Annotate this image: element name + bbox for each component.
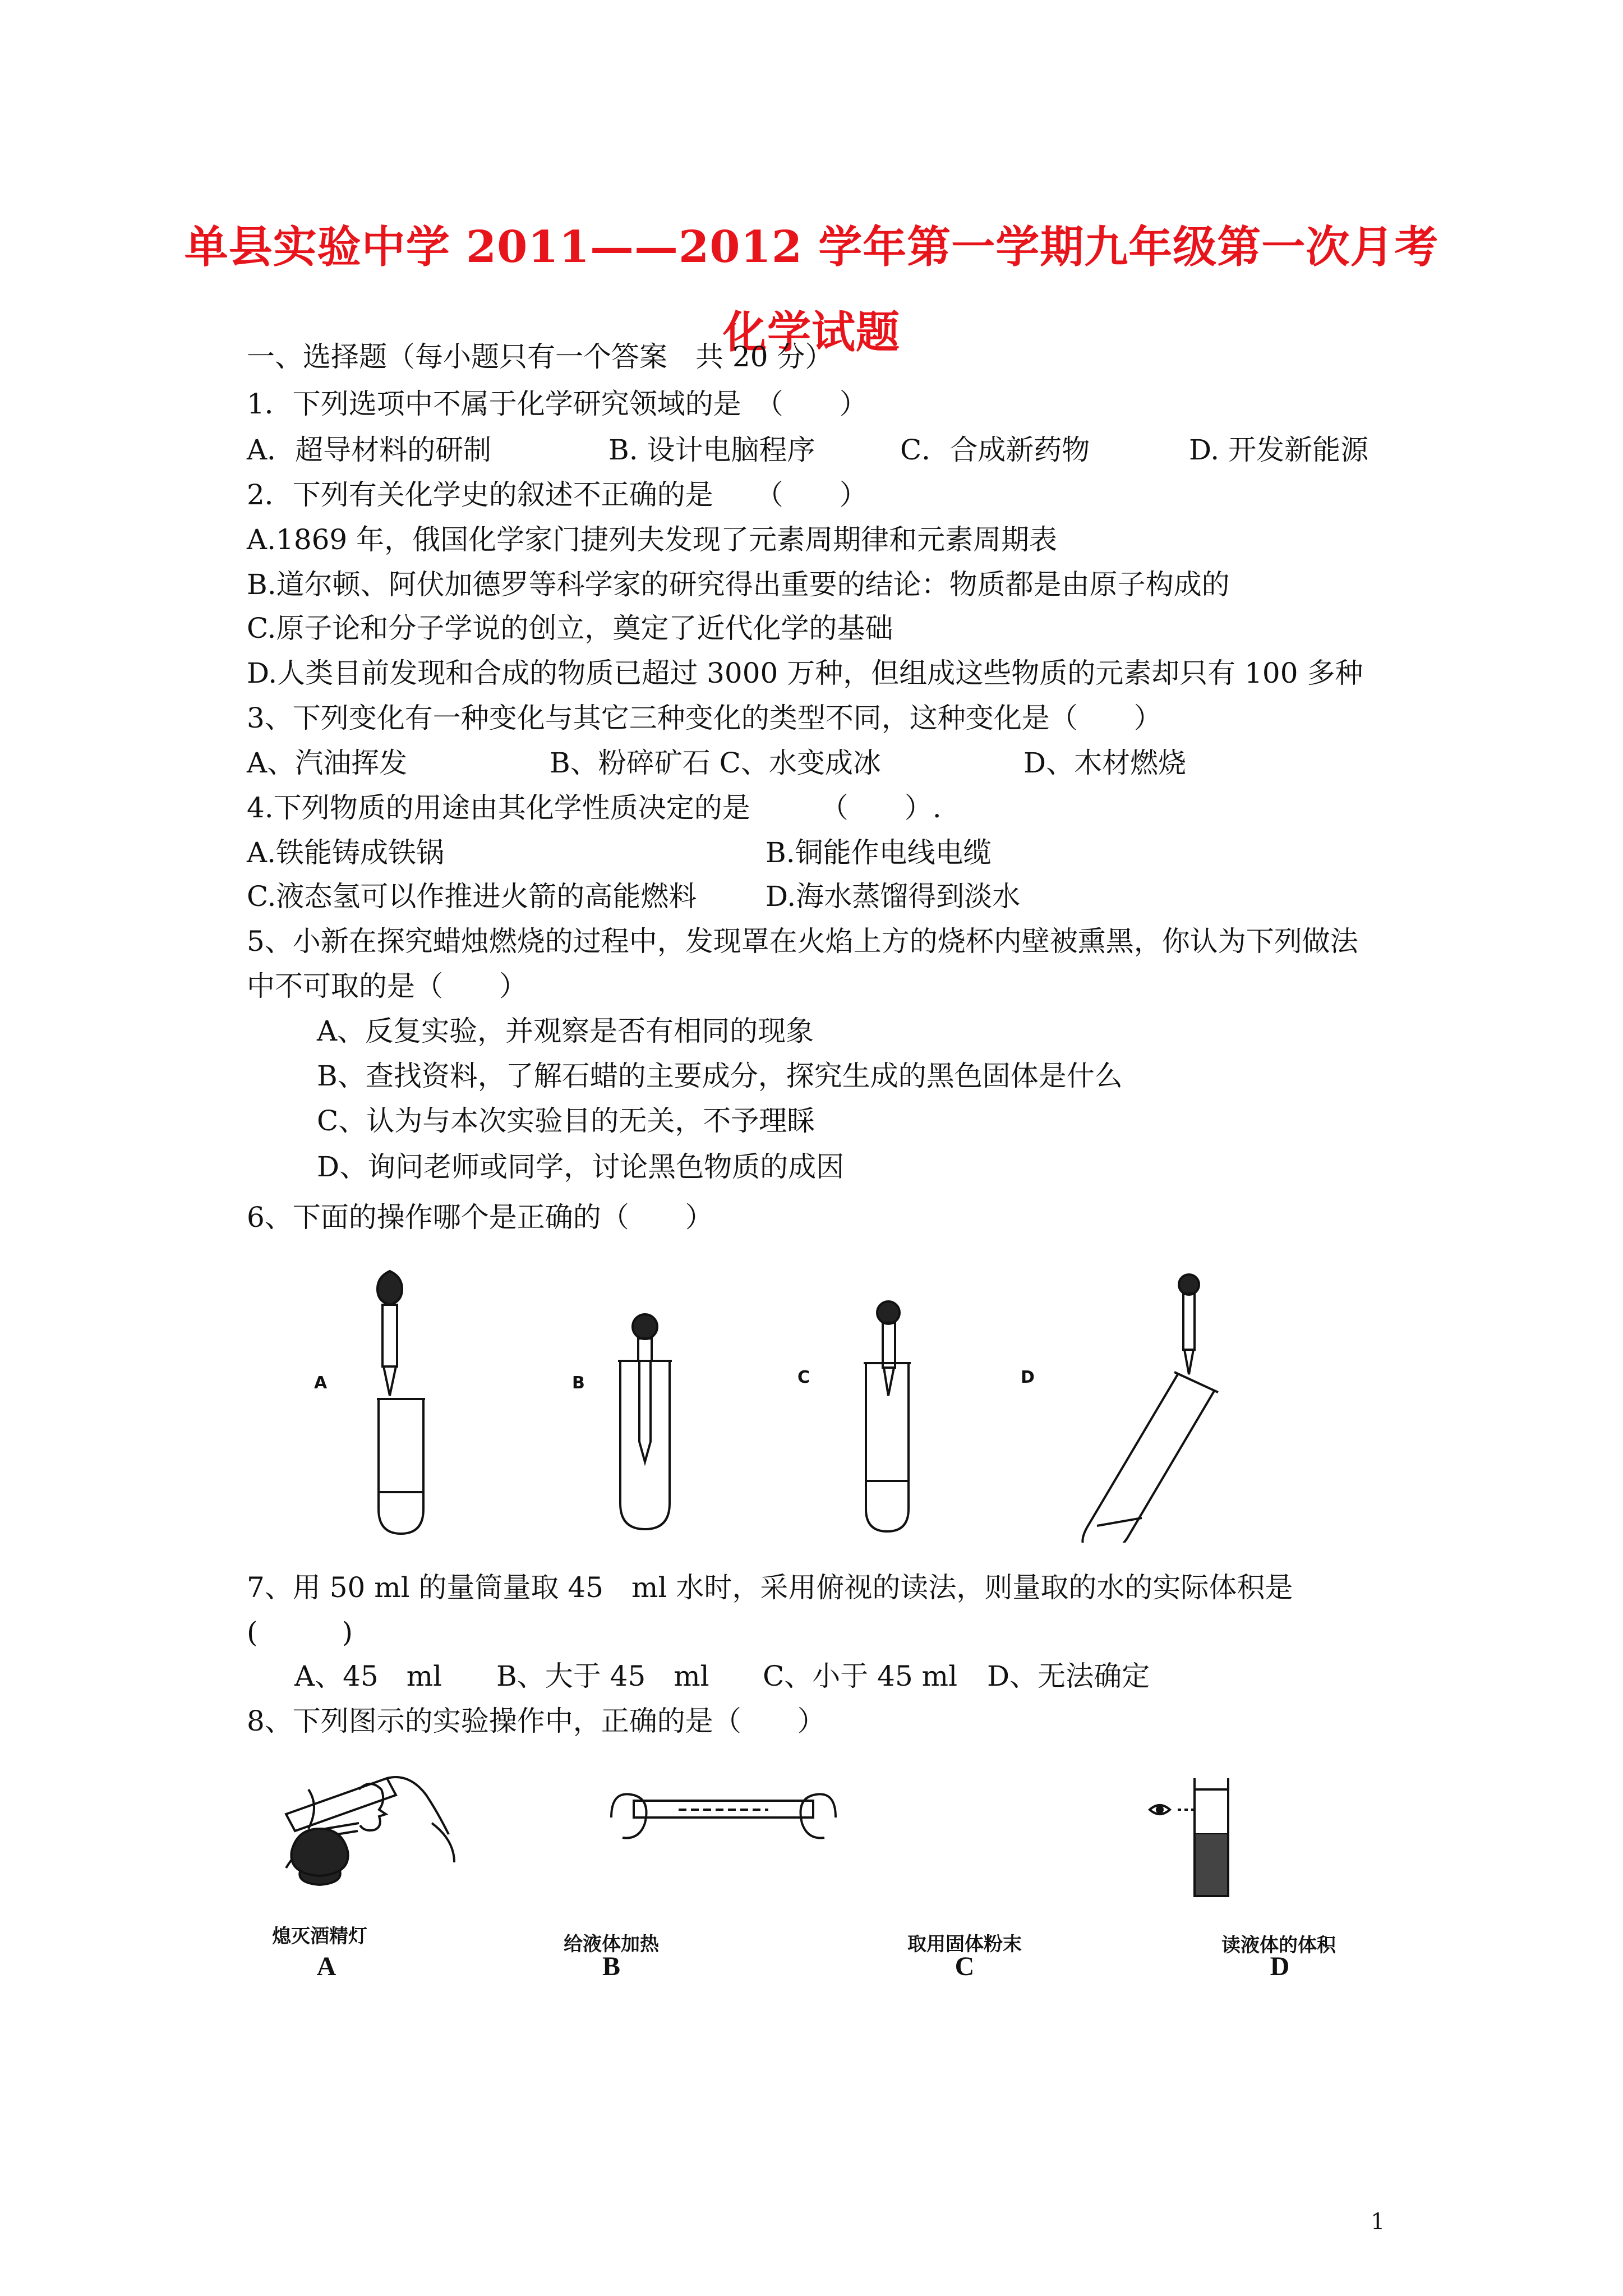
q1-option-b: B. 设计电脑程序 <box>608 434 815 466</box>
q7-option-b: B、大于 45 ml <box>496 1660 709 1692</box>
q8-letter-a: A <box>316 1952 336 1981</box>
dropper-bulb-a <box>377 1271 402 1305</box>
question-5-stem-2: 中不可取的是（ ） <box>247 970 527 1002</box>
test-tube-a <box>379 1399 423 1534</box>
q8-caption-a: 熄灭酒精灯 <box>272 1925 367 1948</box>
dropper-tip-a <box>384 1366 396 1396</box>
q5-option-b: B、查找资料，了解石蜡的主要成分，探究生成的黑色固体是什么 <box>317 1060 1123 1092</box>
q2-option-c: C.原子论和分子学说的创立，奠定了近代化学的基础 <box>247 612 893 645</box>
dropper-tube-b <box>639 1361 651 1462</box>
alcohol-lamp-b <box>291 1829 348 1876</box>
dropper-tube-d <box>1183 1294 1195 1350</box>
q6-label-d: D <box>1021 1368 1035 1387</box>
test-tube-holder <box>387 1777 449 1834</box>
q2-option-d: D.人类目前发现和合成的物质已超过 3000 万种，但组成这些物质的元素却只有 100 多种 <box>247 657 1363 689</box>
exam-subtitle: 化学试题 <box>722 307 900 358</box>
test-tube-d <box>1082 1374 1215 1543</box>
q7-option-c: C、小于 45 ml <box>763 1660 958 1692</box>
q1-option-c: C．合成新药物 <box>900 434 1090 466</box>
q7-option-d: D、无法确定 <box>987 1660 1150 1692</box>
question-4-stem: 4.下列物质的用途由其化学性质决定的是 （ ）. <box>247 792 942 824</box>
question-6-stem: 6、下面的操作哪个是正确的（ ） <box>247 1201 713 1234</box>
q2-option-b: B.道尔顿、阿伏加德罗等科学家的研究得出重要的结论：物质都是由原子构成的 <box>247 568 1230 601</box>
q2-option-a: A.1869 年，俄国化学家门捷列夫发现了元素周期律和元素周期表 <box>247 523 1058 556</box>
q8-caption-d: 读液体的体积 <box>1221 1934 1336 1957</box>
dropper-bulb-c <box>877 1301 900 1324</box>
question-7-stem-2: ( ) <box>247 1616 353 1649</box>
q8-letter-d: D <box>1270 1952 1290 1981</box>
dropper-bulb-b <box>633 1314 657 1339</box>
q5-option-d: D、询问老师或同学，讨论黑色物质的成因 <box>317 1151 845 1183</box>
q6-label-a: A <box>314 1373 328 1393</box>
q4-option-a: A.铁能铸成铁锅 <box>247 836 445 869</box>
dropper-tube-c <box>883 1323 895 1368</box>
q6-dropper-figure <box>292 1262 1301 1543</box>
q8-caption-c: 取用固体粉末 <box>907 1933 1022 1955</box>
question-2-stem: 2．下列有关化学史的叙述不正确的是 （ ） <box>247 478 868 511</box>
q4-option-c: C.液态氢可以作推进火箭的高能燃料 <box>247 880 697 913</box>
q7-option-a: A、45 ml <box>294 1660 442 1692</box>
q8-letter-b: B <box>602 1952 620 1981</box>
section-heading: 一、选择题（每小题只有一个答案 共 20 分） <box>247 341 833 373</box>
q1-option-d: D. 开发新能源 <box>1189 434 1369 466</box>
flame-b <box>308 1789 314 1829</box>
cylinder-liquid <box>1196 1834 1227 1895</box>
question-3-stem: 3、下列变化有一种变化与其它三种变化的类型不同，这种变化是（ ） <box>247 702 1162 734</box>
dropper-tip-c <box>884 1368 894 1396</box>
q5-option-c: C、认为与本次实验目的无关，不予理睬 <box>317 1105 815 1137</box>
q1-option-a: A．超导材料的研制 <box>247 434 492 466</box>
question-8-stem: 8、下列图示的实验操作中，正确的是（ ） <box>247 1705 826 1737</box>
q8-letter-c: C <box>955 1952 975 1981</box>
question-7-stem-1: 7、用 50 ml 的量筒量取 45 ml 水时，采用俯视的读法，则量取的水的实际体积是 <box>247 1571 1293 1604</box>
dropper-collar-b <box>638 1338 652 1361</box>
q8-operations-figure <box>275 1767 1368 1913</box>
page-number: 1 <box>1371 2209 1385 2235</box>
q8-caption-b: 给液体加热 <box>564 1933 659 1955</box>
dropper-bulb-d <box>1179 1274 1199 1295</box>
dropper-tube-a <box>382 1305 397 1366</box>
q3-option-a: A、汽油挥发 <box>247 747 408 779</box>
hand-b <box>432 1823 454 1862</box>
q3-option-d: D、木材燃烧 <box>1023 747 1187 779</box>
question-5-stem-1: 5、小新在探究蜡烛燃烧的过程中，发现罩在火焰上方的烧杯内壁被熏黑，你认为下列做法 <box>247 925 1358 958</box>
q4-option-d: D.海水蒸馏得到淡水 <box>766 880 1021 913</box>
dropper-tip-d <box>1184 1350 1193 1374</box>
question-1-stem: 1．下列选项中不属于化学研究领域的是 （ ） <box>247 388 868 420</box>
q6-label-b: B <box>572 1373 585 1393</box>
q3-option-bc: B、粉碎矿石 C、水变成冰 <box>550 747 881 779</box>
exam-title: 单县实验中学 2011——2012 学年第一学期九年级第一次月考 <box>184 222 1439 273</box>
q6-label-c: C <box>797 1368 810 1387</box>
q4-option-b: B.铜能作电线电缆 <box>766 836 992 869</box>
test-tube-b <box>620 1361 670 1529</box>
q5-option-a: A、反复实验，并观察是否有相同的现象 <box>317 1015 814 1047</box>
